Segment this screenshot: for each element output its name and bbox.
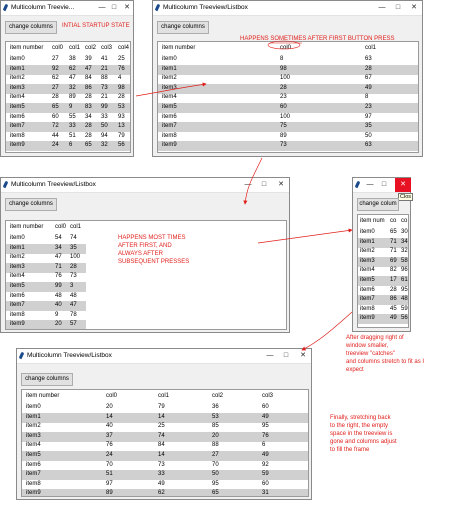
- table-cell: 100: [280, 113, 291, 120]
- table-cell: 33: [158, 471, 165, 478]
- annotation-stretched: Finally, stretching back to the right, the empty space in the treeview is gone and columns adjust to fill the frame: [330, 415, 397, 453]
- table-cell: 40: [106, 423, 113, 430]
- table-cell: 37: [106, 432, 113, 439]
- table-cell: 25: [118, 56, 125, 62]
- table-cell: 28: [118, 94, 125, 101]
- column-header[interactable]: col3: [101, 45, 113, 51]
- column-header[interactable]: item number: [10, 224, 44, 230]
- table-cell: item9: [360, 315, 375, 322]
- table-cell: item3: [10, 84, 25, 91]
- table-cell: 76: [118, 65, 125, 72]
- table-cell: 97: [106, 480, 113, 487]
- table-cell: 73: [280, 142, 287, 149]
- column-header[interactable]: col0: [280, 45, 292, 51]
- table-cell: 58: [401, 257, 408, 264]
- table-cell: item8: [26, 480, 41, 487]
- table-cell: 14: [158, 413, 165, 420]
- column-header[interactable]: col2: [85, 45, 97, 51]
- table-cell: item0: [162, 56, 177, 62]
- table-cell: item5: [162, 104, 177, 110]
- table-cell: 93: [118, 113, 125, 120]
- table-cell: 89: [280, 132, 287, 139]
- table-cell: 83: [85, 104, 92, 110]
- change-columns-button[interactable]: change columns: [157, 21, 209, 34]
- table-cell: item1: [360, 238, 375, 245]
- table-cell: 45: [390, 305, 397, 312]
- table-cell: 65: [390, 229, 397, 235]
- column-header[interactable]: item number: [26, 393, 60, 399]
- table-cell: item3: [360, 257, 375, 264]
- table-cell: 99: [101, 104, 108, 110]
- table-cell: 85: [212, 423, 219, 430]
- table-cell: 48: [55, 292, 62, 299]
- table-cell: 88: [101, 75, 108, 82]
- table-cell: item9: [10, 142, 25, 149]
- table-cell: item9: [10, 321, 25, 328]
- table-cell: item0: [26, 404, 41, 410]
- table-cell: 49: [262, 413, 269, 420]
- table-cell: 88: [212, 442, 219, 449]
- table-cell: 24: [52, 142, 59, 149]
- column-header[interactable]: col1: [70, 224, 82, 230]
- table-cell: 28: [365, 65, 372, 72]
- column-header[interactable]: item number: [10, 45, 44, 51]
- annotation-initial: INTIAL STARTUP STATE: [62, 23, 130, 29]
- table-cell: 28: [70, 263, 77, 270]
- table-cell: item4: [10, 273, 25, 280]
- column-header[interactable]: col2: [212, 393, 224, 399]
- table-cell: 76: [55, 273, 62, 280]
- table-cell: 3: [70, 283, 74, 289]
- table-cell: item0: [10, 235, 25, 241]
- table-cell: 35: [70, 244, 77, 251]
- table-cell: 95: [262, 423, 269, 430]
- column-header[interactable]: col1: [365, 45, 377, 51]
- table-cell: 28: [390, 286, 397, 293]
- table-cell: 47: [55, 254, 62, 261]
- table-cell: 17: [390, 277, 397, 283]
- table-cell: item2: [10, 75, 25, 82]
- table-cell: 63: [365, 142, 372, 149]
- table-cell: item0: [10, 56, 25, 62]
- table-cell: 41: [101, 56, 108, 62]
- minimize-icon[interactable]: —: [366, 181, 374, 188]
- table-cell: item6: [162, 113, 177, 120]
- table-cell: 79: [118, 132, 125, 139]
- table-cell: 95: [401, 286, 408, 293]
- table-cell: 94: [101, 132, 108, 139]
- table-cell: 89: [69, 94, 76, 101]
- table-cell: 79: [158, 404, 165, 410]
- maximize-icon[interactable]: □: [261, 181, 267, 188]
- table-cell: item6: [26, 461, 41, 468]
- table-cell: 71: [55, 263, 62, 270]
- window-title: Multicolumn Treevie...: [11, 4, 75, 11]
- table-cell: 33: [101, 113, 108, 120]
- table-cell: 51: [69, 132, 76, 139]
- table-cell: item6: [360, 286, 375, 293]
- table-cell: 28: [280, 84, 287, 91]
- change-columns-button[interactable]: change columns: [5, 21, 57, 34]
- table-cell: 8: [365, 94, 369, 101]
- column-header[interactable]: col3: [262, 393, 274, 399]
- table-cell: 39: [85, 56, 92, 62]
- table-cell: 67: [365, 75, 372, 82]
- minimize-icon[interactable]: —: [378, 4, 386, 11]
- table-cell: 6: [262, 442, 266, 449]
- column-header[interactable]: col1: [69, 45, 81, 51]
- table-cell: item1: [162, 65, 177, 72]
- table-cell: 14: [106, 413, 113, 420]
- table-cell: 99: [55, 283, 62, 289]
- table-cell: 28: [85, 94, 92, 101]
- column-header[interactable]: item number: [162, 45, 196, 51]
- close-icon[interactable]: ✕: [411, 4, 417, 11]
- table-cell: 50: [212, 471, 219, 478]
- column-header[interactable]: col0: [106, 393, 118, 399]
- table-cell: 8: [280, 56, 284, 62]
- table-cell: 86: [85, 84, 92, 91]
- table-cell: 24: [106, 452, 113, 458]
- table-cell: 100: [70, 254, 81, 261]
- table-cell: item5: [10, 104, 25, 110]
- table-cell: 47: [70, 302, 77, 309]
- annotation-most-times: HAPPENS MOST TIMES AFTER FIRST, AND ALWAYS AFTER SUBSEQUENT PRESSES: [118, 235, 190, 265]
- table-cell: 30: [401, 229, 408, 235]
- maximize-icon[interactable]: □: [395, 4, 401, 11]
- table-cell: 50: [365, 132, 372, 139]
- table-cell: 72: [52, 123, 59, 130]
- table-cell: 4: [118, 75, 122, 82]
- maximize-icon[interactable]: □: [111, 4, 117, 11]
- table-cell: 40: [55, 302, 62, 309]
- close-tooltip: Clos: [400, 194, 412, 200]
- table-cell: 9: [55, 311, 59, 318]
- table-cell: 34: [85, 113, 92, 120]
- table-cell: 23: [280, 94, 287, 101]
- table-cell: item4: [10, 94, 25, 101]
- table-cell: 47: [69, 75, 76, 82]
- table-cell: 62: [69, 65, 76, 72]
- column-header[interactable]: col1: [158, 393, 170, 399]
- table-cell: 27: [52, 84, 59, 91]
- table-cell: item4: [162, 94, 177, 101]
- table-cell: 28: [52, 94, 59, 101]
- minimize-icon[interactable]: —: [244, 181, 252, 188]
- table-cell: 36: [212, 404, 219, 410]
- table-cell: item4: [360, 267, 375, 274]
- table-cell: 25: [158, 423, 165, 430]
- table-cell: 61: [401, 277, 408, 283]
- table-cell: item0: [360, 229, 375, 235]
- table-cell: 71: [390, 248, 397, 255]
- table-cell: item1: [10, 65, 25, 72]
- arrow-w3-to-w4: [258, 230, 352, 243]
- table-cell: item8: [10, 132, 25, 139]
- table-cell: item8: [360, 305, 375, 312]
- close-icon[interactable]: ✕: [124, 4, 130, 11]
- table-cell: 76: [106, 442, 113, 449]
- table-cell: 78: [70, 311, 77, 318]
- table-cell: item7: [10, 302, 25, 309]
- table-cell: 6: [69, 142, 73, 149]
- table-cell: 35: [365, 123, 372, 130]
- column-header[interactable]: col0: [52, 45, 64, 51]
- table-cell: 56: [401, 315, 408, 322]
- table-cell: 86: [390, 296, 397, 303]
- change-columns-button[interactable]: change colum: [357, 198, 399, 211]
- column-header[interactable]: co: [390, 218, 397, 224]
- annotation-narrow: After dragging right of window smaller, treeview "catches" and columns stretch to fit as I expect: [346, 335, 425, 373]
- table-cell: item7: [10, 123, 25, 130]
- table-cell: 100: [280, 75, 291, 82]
- table-cell: item4: [26, 442, 41, 449]
- table-cell: 65: [212, 490, 219, 497]
- table-cell: item2: [26, 423, 41, 430]
- table-cell: 31: [262, 490, 269, 497]
- table-cell: 47: [85, 65, 92, 72]
- table-cell: 70: [106, 461, 113, 468]
- window-title: Multicolumn Treeview/Listbox: [11, 181, 96, 188]
- table-cell: 51: [106, 471, 113, 478]
- table-cell: 53: [212, 413, 219, 420]
- table-cell: 34: [401, 238, 408, 245]
- table-cell: 57: [70, 321, 77, 328]
- table-cell: item7: [26, 471, 41, 478]
- table-cell: 23: [365, 104, 372, 110]
- close-icon[interactable]: ✕: [278, 181, 284, 188]
- table-cell: 75: [280, 123, 287, 130]
- table-cell: 74: [158, 432, 165, 439]
- table-cell: 60: [280, 104, 287, 110]
- change-columns-button[interactable]: change columns: [21, 373, 73, 386]
- table-cell: 55: [69, 113, 76, 120]
- table-cell: item5: [10, 283, 25, 289]
- table-cell: 76: [262, 432, 269, 439]
- table-cell: 21: [101, 65, 108, 72]
- table-cell: 49: [158, 480, 165, 487]
- table-cell: item6: [10, 292, 25, 299]
- annotation-sometimes: HAPPENS SOMETIMES AFTER FIRST BUTTON PRESS: [240, 36, 395, 42]
- table-cell: item2: [162, 75, 177, 82]
- table-cell: 20: [212, 432, 219, 439]
- table-cell: 38: [69, 56, 76, 62]
- arrow-w1-to-w2: [136, 84, 206, 96]
- table-cell: item7: [360, 296, 375, 303]
- table-cell: item5: [360, 277, 375, 283]
- table-cell: item1: [26, 413, 41, 420]
- table-cell: 65: [52, 104, 59, 110]
- table-cell: 71: [390, 238, 397, 245]
- table-cell: item6: [10, 113, 25, 120]
- table-cell: 98: [118, 84, 125, 91]
- table-cell: 60: [262, 480, 269, 487]
- table-cell: item9: [162, 142, 177, 149]
- table-cell: 98: [280, 65, 287, 72]
- table-cell: 48: [70, 292, 77, 299]
- column-header[interactable]: col0: [55, 224, 67, 230]
- window-title: Multicolumn Treeview/Listbox: [27, 352, 112, 359]
- table-cell: 70: [212, 461, 219, 468]
- table-cell: 96: [401, 267, 408, 274]
- table-cell: 54: [55, 235, 62, 241]
- table-cell: 32: [101, 142, 108, 149]
- table-cell: 73: [101, 84, 108, 91]
- table-cell: 49: [365, 84, 372, 91]
- table-cell: 56: [118, 142, 125, 149]
- table-cell: item3: [10, 263, 25, 270]
- table-cell: 44: [52, 132, 59, 139]
- table-cell: 62: [52, 75, 59, 82]
- minimize-icon[interactable]: —: [98, 4, 106, 11]
- table-cell: item8: [162, 132, 177, 139]
- table-cell: 69: [390, 257, 397, 264]
- table-cell: item7: [162, 123, 177, 130]
- table-cell: 50: [101, 123, 108, 130]
- maximize-icon[interactable]: □: [283, 352, 289, 359]
- table-cell: 84: [158, 442, 165, 449]
- column-header[interactable]: item num: [360, 218, 385, 224]
- table-cell: 73: [70, 273, 77, 280]
- table-cell: 20: [106, 404, 113, 410]
- table-cell: 92: [262, 461, 269, 468]
- table-cell: item3: [26, 432, 41, 439]
- table-cell: 32: [401, 248, 408, 255]
- column-header[interactable]: co: [401, 218, 408, 224]
- window-title: Multicolumn Treeview/Listbox: [163, 4, 248, 11]
- table-cell: 89: [106, 490, 113, 497]
- table-cell: 65: [85, 142, 92, 149]
- change-columns-button[interactable]: change columns: [5, 198, 57, 211]
- minimize-icon[interactable]: —: [266, 352, 274, 359]
- table-cell: 28: [85, 123, 92, 130]
- table-cell: 92: [52, 65, 59, 72]
- table-cell: item9: [26, 490, 41, 497]
- table-cell: 32: [69, 84, 76, 91]
- highlight-col-gap: [268, 41, 300, 49]
- table-cell: 28: [85, 132, 92, 139]
- close-icon[interactable]: ✕: [300, 352, 306, 359]
- table-cell: item2: [10, 254, 25, 261]
- table-cell: 82: [390, 267, 397, 274]
- table-cell: 74: [70, 235, 77, 241]
- table-cell: 59: [262, 471, 269, 478]
- table-cell: 59: [401, 305, 408, 312]
- table-cell: 27: [212, 452, 219, 458]
- table-cell: item1: [10, 244, 25, 251]
- table-cell: 14: [158, 452, 165, 458]
- table-cell: item5: [26, 452, 41, 458]
- arrow-w4-to-w5: [302, 312, 352, 350]
- table-cell: 34: [55, 244, 62, 251]
- table-cell: 97: [365, 113, 372, 120]
- table-cell: item8: [10, 311, 25, 318]
- table-cell: 62: [158, 490, 165, 497]
- table-cell: 63: [365, 56, 372, 62]
- table-cell: 60: [262, 404, 269, 410]
- table-cell: 84: [85, 75, 92, 82]
- table-cell: item3: [162, 84, 177, 91]
- table-cell: 49: [262, 452, 269, 458]
- table-cell: 53: [118, 104, 125, 110]
- table-cell: 73: [158, 461, 165, 468]
- table-cell: 33: [69, 123, 76, 130]
- maximize-icon[interactable]: □: [381, 181, 387, 188]
- column-header[interactable]: col4: [118, 45, 130, 51]
- close-icon[interactable]: ✕: [395, 178, 411, 192]
- table-cell: 49: [390, 315, 397, 322]
- table-cell: 27: [52, 56, 59, 62]
- arrow-w2-to-w3: [245, 158, 262, 204]
- table-cell: 95: [212, 480, 219, 487]
- table-cell: 21: [101, 94, 108, 101]
- table-cell: 9: [69, 104, 73, 110]
- table-cell: 13: [118, 123, 125, 130]
- table-cell: 48: [401, 296, 408, 303]
- table-cell: 60: [52, 113, 59, 120]
- table-cell: 20: [55, 321, 62, 328]
- table-cell: item2: [360, 248, 375, 255]
